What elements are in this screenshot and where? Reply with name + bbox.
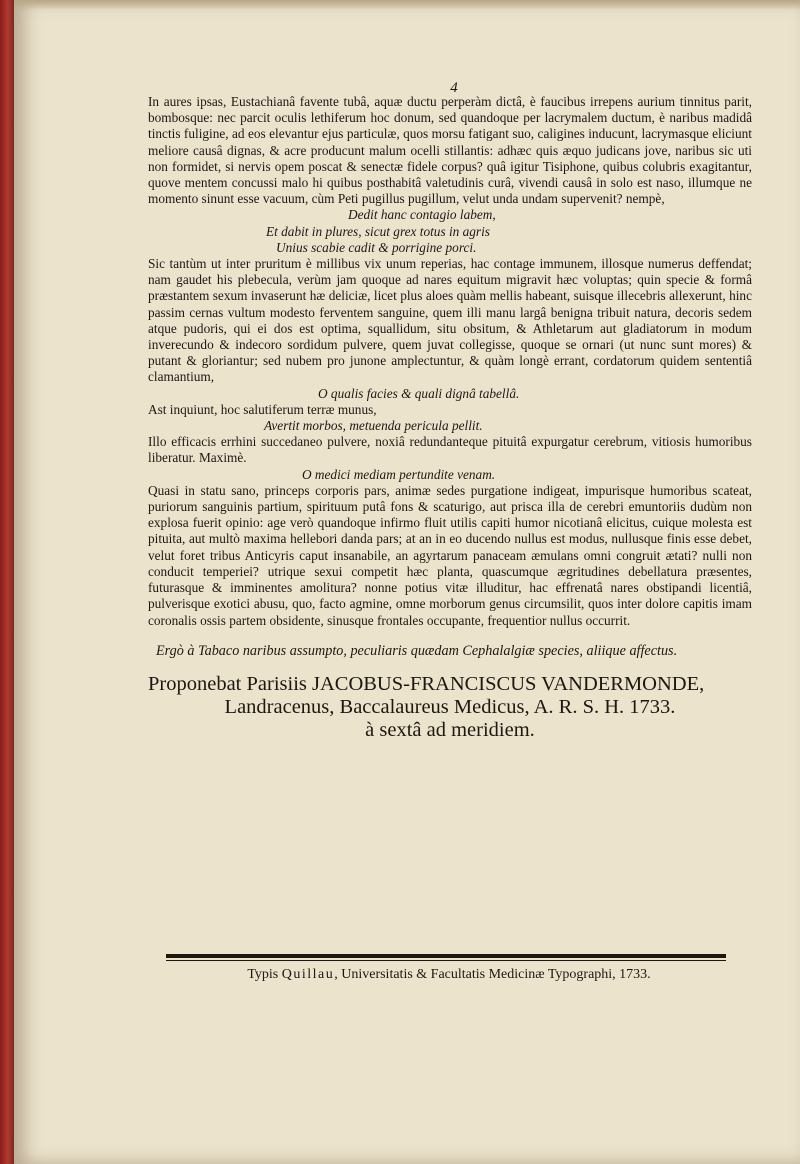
- verse-1-line-3: Unius scabie cadit & porrigine porci.: [276, 239, 477, 255]
- imprint-printer: Quillau: [281, 967, 335, 982]
- verse-4: O medici mediam pertundite venam.: [302, 466, 496, 482]
- paragraph-4: Illo efficacis errhini succedaneo pulvere, noxiâ redundanteque pituitâ expurgatur cerebrum, vitiosis humoribus liberatur. Maximè.: [148, 434, 752, 466]
- paragraph-2: Sic tantùm ut inter pruritum è millibus vix unum reperias, hac contage immunem, illosque numerus deffendat; nam gaudet his plebecula, verùm jam quoque ad nares equitum migravit hæc voluptas; quin specie & formâ præstantem sexum invaserunt hæ deliciæ, licet plus aloes quàm mellis habeant, suisque illecebris allexerunt, hinc passim cernas vultum modesto ferventem sanguine, quem illi manu largâ benigna tribuit natura, decoris sedem atque pudoris, qui ei dos est optima, squallidum, situ obsitum, & Athletarum aut gladiatorum in modum inverecundo & indecoro sordidum pulvere, quem juvat collegisse, quoque se ornari (ut nunc sunt mores) & putant & gloriantur; sed nubem pro junone amplectuntur, & quàm longè errant, cordatorum quidem sententiâ clamantium,: [148, 256, 752, 385]
- conclusion-thesis: Ergò à Tabaco naribus assumpto, peculiaris quædam Cephalalgiæ species, aliique affectus.: [156, 642, 678, 659]
- document-page: [14, 0, 800, 1164]
- colophon: [148, 673, 752, 742]
- paragraph-5: Quasi in statu sano, princeps corporis pars, animæ sedes purgatione indigeat, impurisque humoribus scateat, puriorum sanguinis partium, spirituum putâ fons & scaturigo, aut prisca illa de cerebri emuntoriis dudùm non explosa fuerit opinio: age verò quandoque infirmo fluit utilis capiti humor nicotianâ elicitus, cuique molesta est pituita, aut multò maxima hellebori danda pars; at an in eo ducendo nullus est modus, nullusque finis esse debet, velut foret tribus Anticyris caput insanabile, an agyrtarum panaceam æmulans omni congruit ætati? nulli non conducit temperiei? utrique sexui competit hæc planta, quascumque ægritudines debellatura præsentes, futurasque & imminentes amolitura? nonne potius vitæ illuditur, hac effrenatâ nares obstipandi licentiâ, pulverisque exotici abusu, quo, facto agmine, omne morborum genus circumsilit, quos inter dolore capitis imam coronalis ossis partem obsidente, sinusque frontales occupante, frequentior nullus occurrit.: [148, 482, 752, 628]
- page-number: 4: [450, 80, 458, 96]
- verse-1-line-1: Dedit hanc contagio labem,: [348, 207, 496, 223]
- page-top-edge: [14, 0, 800, 10]
- body-text: [148, 94, 752, 742]
- book-binding: [0, 0, 14, 1164]
- verse-1-line-2: Et dabit in plures, sicut grex totus in agris: [266, 223, 490, 239]
- imprint-prefix: Typis: [247, 967, 279, 982]
- paragraph-1: In aures ipsas, Eustachianâ favente tubâ, aquæ ductu perperàm dictâ, è faucibus irrepens aurium tinnitus parit, bombosque: nec parcit oculis lethiferum hoc donum, sed quandoque per lacrymalem ductum, è naribus madidâ tinctis fuligine, ad eos elevantur ejus particulæ, quos morsu fatigant suo, caligines inducunt, lacrymasque eliciunt meliore causâ dignas, & acre producunt malum ocelli stillantis: adhæc quis æquo judicans jove, naribus sic uti non formidet, si nervis opem poscat & senectæ fidele corpus? quâ igitur Tisiphone, quibus colubris exagitantur, quove mentem concussi malo hi quibus posthabitâ valetudinis curâ, vivendi causâ in solo est naso, illumque ne momento sinunt esse vacuum, cùm Peti pugillus pugillum, velut unda undam supervenit? nempè,: [148, 94, 752, 207]
- colophon-line-3: à sextâ ad meridiem.: [365, 719, 535, 742]
- imprint-rest: , Universitatis & Facultatis Medicinæ Typographi, 1733.: [334, 967, 651, 982]
- printer-imprint: [154, 967, 744, 983]
- verse-3: Avertit morbos, metuenda pericula pellit.: [264, 418, 483, 434]
- colophon-line-2: Landracenus, Baccalaureus Medicus, A. R. S. H. 1733.: [224, 696, 676, 719]
- footer-rule-thin: [166, 960, 726, 961]
- colophon-line-1: Proponebat Parisiis JACOBUS-FRANCISCUS VANDERMONDE,: [148, 673, 705, 696]
- verse-2: O qualis facies & quali dignâ tabellâ.: [318, 385, 520, 401]
- paragraph-3: Ast inquiunt, hoc salutiferum terræ munus,: [148, 401, 377, 417]
- footer-rule: [166, 954, 726, 958]
